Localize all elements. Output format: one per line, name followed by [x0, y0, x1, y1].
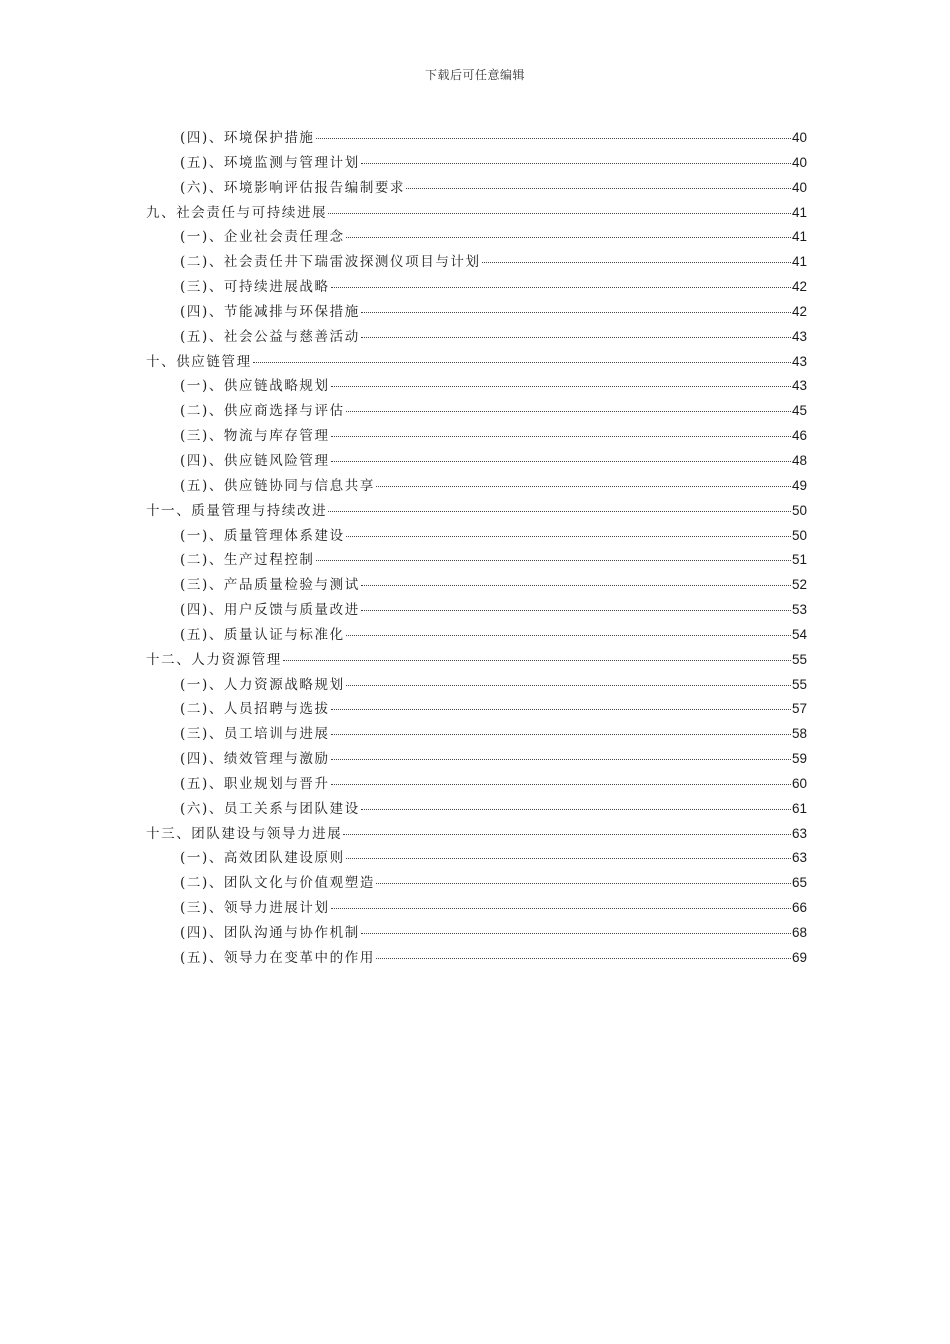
toc-entry-page-number: 41	[791, 204, 807, 220]
toc-entry-page-number: 43	[791, 353, 807, 369]
toc-entry-page-number: 40	[791, 154, 807, 170]
toc-entry-label: 十、供应链管理	[146, 353, 252, 370]
toc-dot-leader	[331, 908, 791, 909]
toc-entry[interactable]	[146, 250, 807, 275]
toc-entry[interactable]	[146, 151, 807, 176]
toc-dot-leader	[331, 759, 791, 760]
toc-entry-label: (二)、社会责任井下瑞雷波探测仪项目与计划	[180, 254, 481, 271]
toc-entry-page-number: 51	[791, 552, 807, 568]
toc-dot-leader	[346, 858, 791, 859]
toc-entry-page-number: 48	[791, 452, 807, 468]
toc-entry-page-number: 46	[791, 428, 807, 444]
toc-entry-page-number: 41	[791, 254, 807, 270]
toc-entry-label: 十二、人力资源管理	[146, 651, 282, 668]
toc-entry-page-number: 40	[791, 179, 807, 195]
toc-entry-page-number: 43	[791, 328, 807, 344]
toc-entry[interactable]	[146, 846, 807, 871]
toc-dot-leader	[361, 933, 791, 934]
toc-entry[interactable]	[146, 176, 807, 201]
toc-entry[interactable]	[146, 896, 807, 921]
toc-entry-label: (二)、人员招聘与选拔	[180, 701, 330, 718]
toc-dot-leader	[361, 809, 791, 810]
toc-entry-page-number: 68	[791, 925, 807, 940]
toc-entry-label: (四)、节能减排与环保措施	[180, 303, 360, 320]
toc-entry-label: (一)、人力资源战略规划	[180, 676, 345, 693]
toc-entry-label: (六)、环境影响评估报告编制要求	[180, 179, 406, 196]
toc-dot-leader	[346, 536, 791, 537]
page-header: 下载后可任意编辑	[424, 68, 525, 82]
toc-entry[interactable]	[146, 350, 807, 375]
toc-entry[interactable]	[146, 399, 807, 424]
toc-dot-leader	[346, 237, 791, 238]
toc-dot-leader	[331, 287, 791, 288]
toc-entry-label: (五)、环境监测与管理计划	[180, 154, 360, 171]
toc-dot-leader	[331, 386, 791, 387]
toc-dot-leader	[283, 660, 791, 661]
toc-dot-leader	[361, 610, 791, 611]
toc-entry-label: (五)、社会公益与慈善活动	[180, 328, 360, 345]
toc-entry-label: 十一、质量管理与持续改进	[146, 502, 328, 519]
toc-dot-leader	[316, 138, 791, 139]
toc-entry[interactable]	[146, 772, 807, 797]
toc-entry[interactable]	[146, 797, 807, 822]
toc-entry-page-number: 43	[791, 378, 807, 394]
toc-entry-label: (三)、物流与库存管理	[180, 428, 330, 445]
toc-entry[interactable]	[146, 548, 807, 573]
toc-dot-leader	[361, 337, 791, 338]
toc-dot-leader	[331, 784, 791, 785]
toc-entry-page-number: 55	[791, 651, 807, 667]
toc-dot-leader	[328, 511, 791, 512]
toc-entry[interactable]	[146, 697, 807, 722]
toc-dot-leader	[331, 709, 791, 710]
toc-entry-page-number: 55	[791, 676, 807, 692]
toc-entry[interactable]	[146, 449, 807, 474]
toc-entry-label: (四)、供应链风险管理	[180, 452, 330, 469]
toc-dot-leader	[316, 560, 791, 561]
toc-entry-label: (五)、职业规划与晋升	[180, 775, 330, 792]
toc-entry[interactable]	[146, 524, 807, 549]
toc-entry-page-number: 60	[791, 775, 807, 791]
toc-entry-page-number: 50	[791, 502, 807, 518]
toc-entry-label: 十三、团队建设与领导力进展	[146, 825, 343, 842]
toc-entry-label: (五)、质量认证与标准化	[180, 626, 345, 643]
toc-entry[interactable]	[146, 573, 807, 598]
toc-entry[interactable]	[146, 424, 807, 449]
toc-entry-page-number: 59	[791, 751, 807, 767]
toc-entry[interactable]	[146, 623, 807, 648]
toc-entry-label: (五)、领导力在变革中的作用	[180, 949, 375, 966]
toc-entry[interactable]	[146, 946, 807, 971]
toc-entry-page-number: 41	[791, 229, 807, 245]
toc-entry[interactable]	[146, 747, 807, 772]
toc-entry-page-number: 45	[791, 403, 807, 419]
toc-entry-label: (一)、供应链战略规划	[180, 378, 330, 395]
toc-entry-page-number: 66	[791, 900, 807, 916]
toc-entry-page-number: 63	[791, 825, 807, 841]
toc-entry[interactable]	[146, 275, 807, 300]
toc-entry[interactable]	[146, 499, 807, 524]
toc-entry-page-number: 57	[791, 701, 807, 717]
toc-entry-label: (三)、产品质量检验与测试	[180, 577, 360, 594]
toc-dot-leader	[346, 635, 791, 636]
toc-dot-leader	[406, 188, 791, 189]
toc-entry-page-number: 63	[791, 850, 807, 866]
toc-entry[interactable]	[146, 300, 807, 325]
toc-entry-label: (三)、领导力进展计划	[180, 900, 330, 917]
toc-entry-label: (一)、高效团队建设原则	[180, 850, 345, 867]
toc-entry-page-number: 52	[791, 577, 807, 593]
toc-entry-label: (四)、团队沟通与协作机制	[180, 925, 360, 941]
toc-entry-label: (六)、员工关系与团队建设	[180, 800, 360, 817]
toc-entry[interactable]	[146, 871, 807, 896]
toc-entry-label: (二)、团队文化与价值观塑造	[180, 875, 375, 892]
toc-entry-label: (五)、供应链协同与信息共享	[180, 477, 375, 494]
toc-dot-leader	[331, 436, 791, 437]
toc-entry-page-number: 61	[791, 800, 807, 816]
toc-entry[interactable]	[146, 598, 807, 623]
toc-dot-leader	[346, 411, 791, 412]
toc-entry-label: (四)、绩效管理与激励	[180, 751, 330, 768]
toc-dot-leader	[361, 163, 791, 164]
toc-entry-label: (二)、生产过程控制	[180, 552, 315, 569]
toc-entry-page-number: 42	[791, 303, 807, 319]
toc-entry-label: (二)、供应商选择与评估	[180, 403, 345, 420]
toc-entry[interactable]	[146, 126, 807, 151]
toc-entry-page-number: 54	[791, 626, 807, 642]
toc-dot-leader	[482, 262, 791, 263]
toc-entry[interactable]	[146, 225, 807, 250]
toc-entry-page-number: 65	[791, 875, 807, 891]
toc-entry-page-number: 50	[791, 527, 807, 543]
toc-dot-leader	[331, 461, 791, 462]
toc-dot-leader	[376, 958, 791, 959]
toc-dot-leader	[376, 883, 791, 884]
toc-entry-label: (一)、质量管理体系建设	[180, 527, 345, 544]
toc-dot-leader	[346, 685, 791, 686]
toc-dot-leader	[253, 362, 791, 363]
toc-entry[interactable]	[146, 474, 807, 499]
toc-entry-page-number: 49	[791, 477, 807, 493]
toc-entry-page-number: 42	[791, 279, 807, 295]
toc-entry-page-number: 53	[791, 602, 807, 618]
toc-entry-label: (一)、企业社会责任理念	[180, 229, 345, 246]
toc-dot-leader	[343, 834, 791, 835]
toc-entry-page-number: 40	[791, 130, 807, 145]
table-of-contents	[146, 126, 807, 971]
toc-entry-label: (三)、可持续进展战略	[180, 279, 330, 296]
toc-entry[interactable]	[146, 648, 807, 673]
toc-entry-label: 九、社会责任与可持续进展	[146, 204, 328, 221]
toc-dot-leader	[361, 585, 791, 586]
toc-entry[interactable]	[146, 201, 807, 226]
toc-entry-page-number: 69	[791, 949, 807, 965]
toc-entry[interactable]	[146, 374, 807, 399]
toc-dot-leader	[361, 312, 791, 313]
toc-entry-label: (四)、环境保护措施	[180, 130, 315, 146]
toc-entry-label: (四)、用户反馈与质量改进	[180, 602, 360, 619]
toc-entry[interactable]	[146, 325, 807, 350]
toc-entry-page-number: 58	[791, 726, 807, 742]
toc-entry[interactable]	[146, 921, 807, 946]
toc-entry[interactable]	[146, 822, 807, 847]
toc-entry-label: (三)、员工培训与进展	[180, 726, 330, 743]
toc-entry[interactable]	[146, 673, 807, 698]
toc-dot-leader	[331, 734, 791, 735]
toc-dot-leader	[328, 213, 791, 214]
toc-entry[interactable]	[146, 722, 807, 747]
toc-dot-leader	[376, 486, 791, 487]
